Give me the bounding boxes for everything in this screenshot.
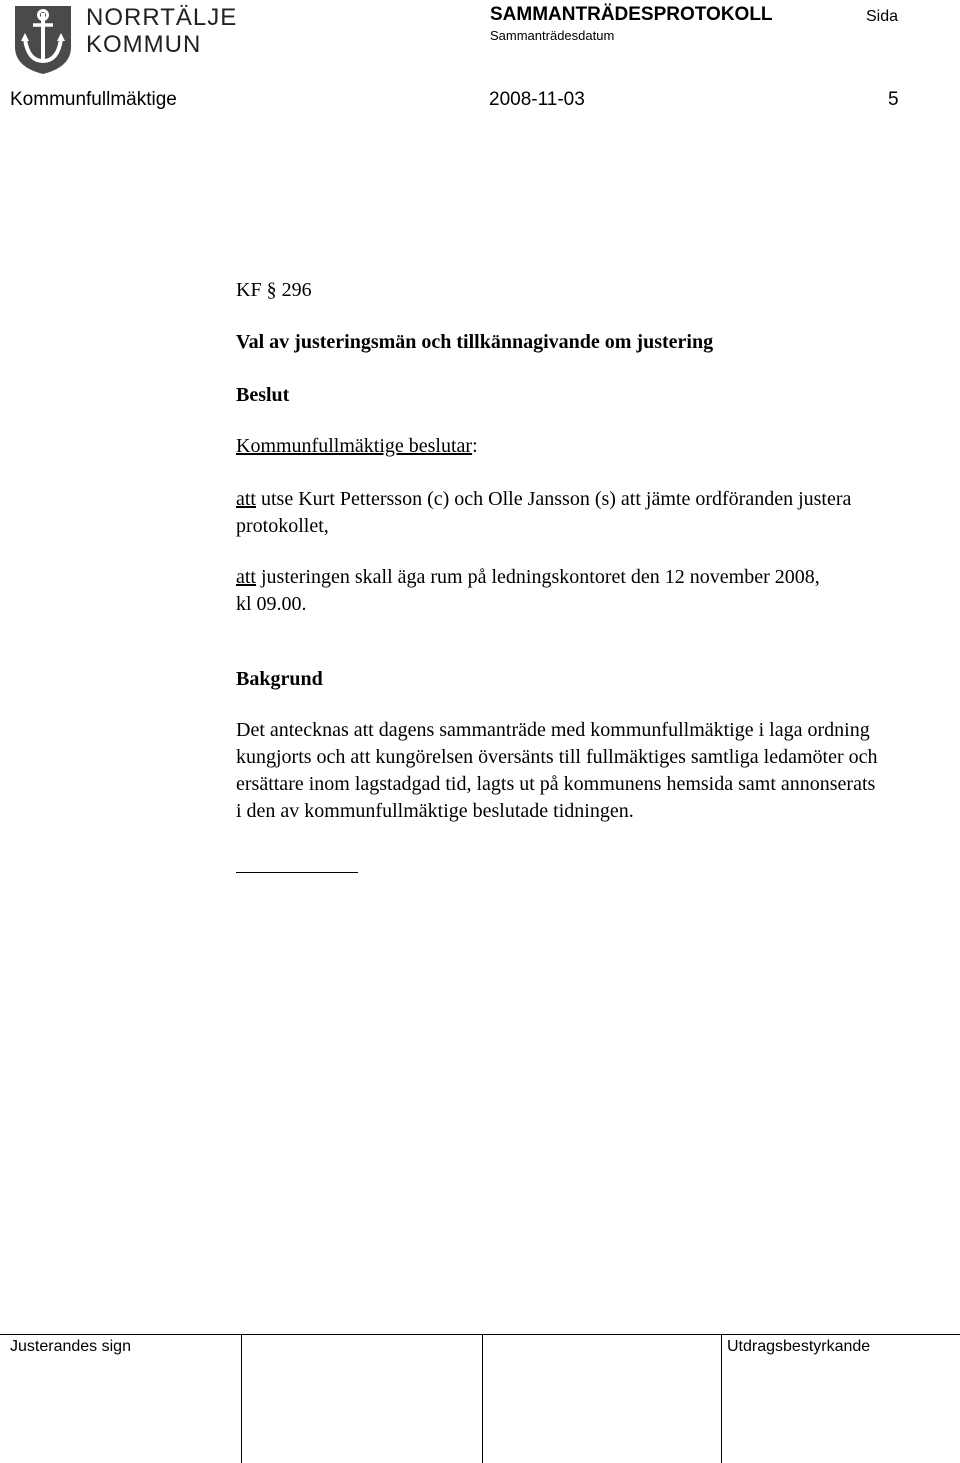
background-line: i den av kommunfullmäktige beslutade tidningen. bbox=[236, 800, 634, 822]
municipality-name-line1: NORRTÄLJE bbox=[86, 4, 238, 31]
background-line: ersättare inom lagstadgad tid, lagts ut på kommunens hemsida samt annonserats bbox=[236, 773, 876, 795]
decision-item-1-line2: protokollet, bbox=[236, 515, 329, 537]
background-line: Det antecknas att dagens sammanträde med kommunfullmäktige i laga ordning bbox=[236, 719, 870, 741]
decision-intro bbox=[236, 433, 478, 460]
separator-line bbox=[236, 872, 358, 873]
background-heading: Bakgrund bbox=[236, 668, 323, 690]
page-label: Sida bbox=[866, 8, 899, 25]
decision-item-text: justeringen skall äga rum på ledningskontoret den 12 november 2008, bbox=[256, 566, 820, 588]
decision-item-2-line2: kl 09.00. bbox=[236, 593, 307, 615]
municipality-name bbox=[86, 4, 237, 58]
decision-heading: Beslut bbox=[236, 384, 290, 406]
meeting-date: 2008-11-03 bbox=[489, 89, 585, 110]
signature-box-divider bbox=[721, 1334, 722, 1463]
att-keyword: att bbox=[236, 488, 256, 510]
att-keyword: att bbox=[236, 566, 256, 588]
document-title: SAMMANTRÄDESPROTOKOLL bbox=[490, 4, 773, 25]
municipal-coat-of-arms-logo bbox=[12, 3, 74, 77]
decision-item-text: utse Kurt Pettersson (c) och Olle Jansson (s) att jämte ordföranden justera bbox=[256, 488, 852, 510]
background-line: kungjorts och att kungörelsen översänts till fullmäktiges samtliga ledamöter och bbox=[236, 746, 878, 768]
footer-border bbox=[0, 1334, 960, 1335]
extract-certification-label: Utdragsbestyrkande bbox=[727, 1338, 871, 1355]
decision-item-1-line1 bbox=[236, 486, 851, 513]
decision-item-2-line1 bbox=[236, 564, 820, 591]
decision-intro-text: Kommunfullmäktige beslutar bbox=[236, 435, 473, 457]
section-title: Val av justeringsmän och tillkännagivande om justering bbox=[236, 331, 714, 353]
page-number: 5 bbox=[888, 89, 899, 110]
municipality-name-line2: KOMMUN bbox=[86, 31, 202, 58]
signature-box-divider bbox=[482, 1334, 483, 1463]
section-number: KF § 296 bbox=[236, 279, 312, 301]
meeting-body: Kommunfullmäktige bbox=[10, 89, 177, 110]
adjuster-signature-label: Justerandes sign bbox=[10, 1338, 131, 1355]
meeting-date-label: Sammanträdesdatum bbox=[490, 28, 615, 43]
signature-box-divider bbox=[241, 1334, 242, 1463]
decision-intro-colon: : bbox=[472, 435, 478, 457]
